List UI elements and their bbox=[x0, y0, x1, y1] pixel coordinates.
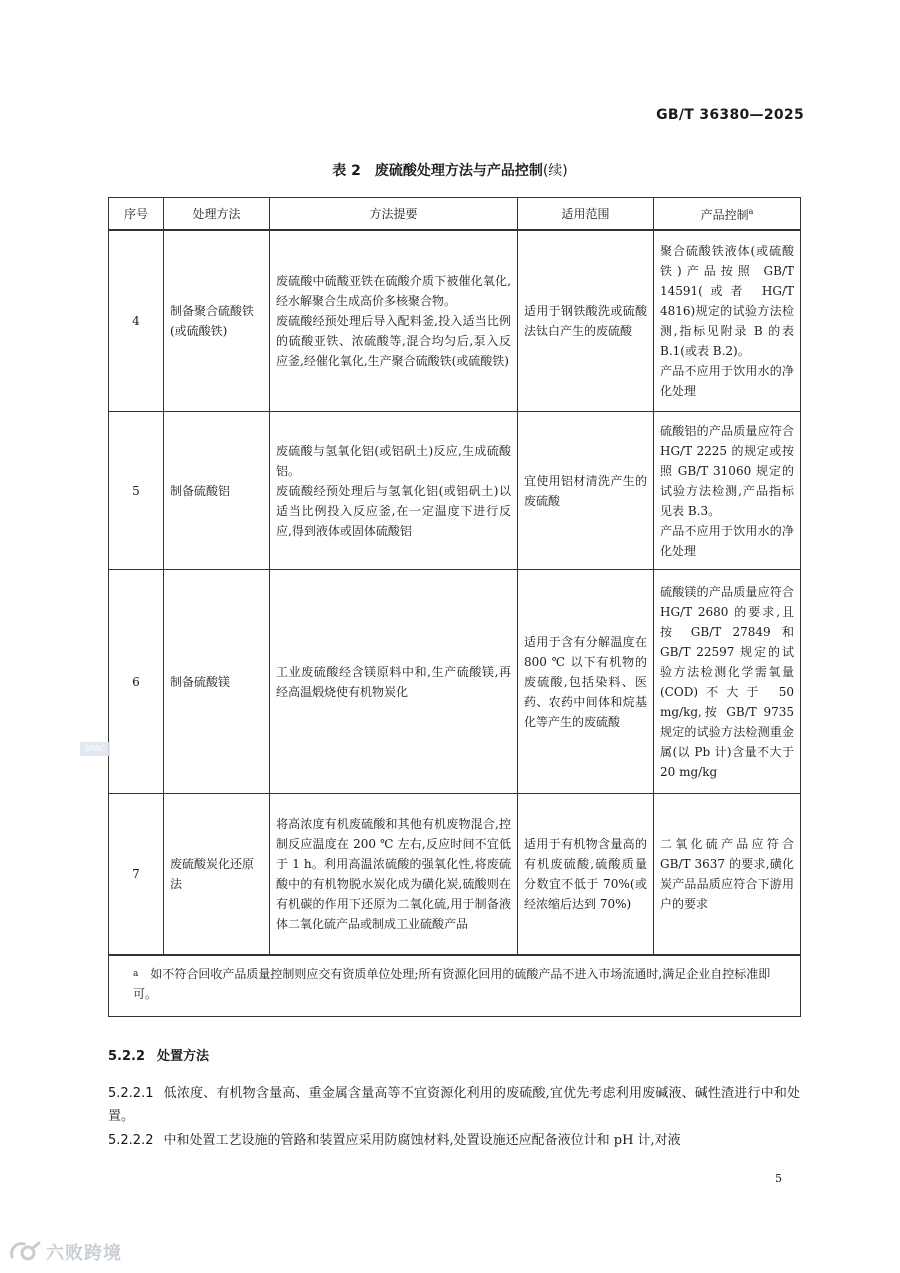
row-method: 废硫酸炭化还原法 bbox=[164, 794, 270, 956]
row-method: 制备聚合硫酸铁(或硫酸铁) bbox=[164, 230, 270, 412]
clause-text: 中和处置工艺设施的管路和装置应采用防腐蚀材料,处置设施还应配备液位计和 pH 计,对液 bbox=[163, 1133, 681, 1148]
table-footnote-row bbox=[109, 955, 801, 1017]
table-row bbox=[109, 230, 801, 412]
table-footnote bbox=[109, 955, 801, 1017]
table-title-text: 表 2 废硫酸处理方法与产品控制 bbox=[332, 163, 543, 179]
watermark-text: 六败跨境 bbox=[46, 1243, 122, 1264]
row-no: 4 bbox=[109, 230, 164, 412]
row-control: 硫酸镁的产品质量应符合 HG/T 2680 的要求,且按 GB/T 27849 和 GB/T 22597 规定的试验方法检测化学需氧量(COD)不大于 50 mg/kg,按 GB/T 9735 规定的试验方法检测重金属(以 Pb 计)含量不大于 20 mg/kg bbox=[654, 570, 801, 794]
page-number: 5 bbox=[775, 1172, 782, 1185]
row-summary: 废硫酸中硫酸亚铁在硫酸介质下被催化氧化,经水解聚合生成高价多核聚合物。 废硫酸经预处理后导入配料釜,投入适当比例的硫酸亚铁、浓硫酸等,混合均匀后,泵入反应釜,经催化氧化,生产聚合硫酸铁(或硫酸铁) bbox=[270, 230, 518, 412]
section-heading bbox=[108, 1045, 209, 1064]
side-mark: SPAC bbox=[80, 742, 110, 756]
table-title bbox=[0, 160, 900, 180]
row-no: 6 bbox=[109, 570, 164, 794]
col-header-summary: 方法提要 bbox=[270, 198, 518, 231]
col-header-scope: 适用范围 bbox=[518, 198, 654, 231]
col-header-no: 序号 bbox=[109, 198, 164, 231]
brand-logo-icon bbox=[8, 1239, 42, 1265]
row-scope: 适用于含有分解温度在 800 ℃ 以下有机物的废硫酸,包括染料、医药、农药中间体和烷基化等产生的废硫酸 bbox=[518, 570, 654, 794]
row-no: 5 bbox=[109, 412, 164, 570]
footnote-text: 如不符合回收产品质量控制则应交有资质单位处理;所有资源化回用的硫酸产品不进入市场流通时,满足企业自控标准即可。 bbox=[133, 967, 771, 1001]
section-title: 处置方法 bbox=[157, 1049, 210, 1064]
row-control: 聚合硫酸铁液体(或硫酸铁)产品按照 GB/T 14591(或者 HG/T 4816)规定的试验方法检测,指标见附录 B 的表 B.1(或表 B.2)。 产品不应用于饮用水的净化处理 bbox=[654, 230, 801, 412]
table-title-suffix: (续) bbox=[542, 163, 568, 179]
watermark bbox=[8, 1237, 122, 1267]
clause-paragraph bbox=[108, 1082, 800, 1128]
row-method: 制备硫酸铝 bbox=[164, 412, 270, 570]
row-control: 硫酸铝的产品质量应符合 HG/T 2225 的规定或按照 GB/T 31060 规定的试验方法检测,产品指标见表 B.3。 产品不应用于饮用水的净化处理 bbox=[654, 412, 801, 570]
clause-number: 5.2.2.1 bbox=[108, 1086, 154, 1101]
table-row bbox=[109, 794, 801, 956]
row-summary: 将高浓度有机废硫酸和其他有机废物混合,控制反应温度在 200 ℃ 左右,反应时间不宜低于 1 h。利用高温浓硫酸的强氧化性,将废硫酸中的有机物脱水炭化成为磺化炭,硫酸则在有机碳的作用下还原为二氧化硫,用于制备液体二氧化硫产品或制成工业硫酸产品 bbox=[270, 794, 518, 956]
row-scope: 适用于有机物含量高的有机废硫酸,硫酸质量分数宜不低于 70%(或经浓缩后达到 70%) bbox=[518, 794, 654, 956]
table-row bbox=[109, 412, 801, 570]
row-summary: 工业废硫酸经含镁原料中和,生产硫酸镁,再经高温煅烧使有机物炭化 bbox=[270, 570, 518, 794]
clause-text: 低浓度、有机物含量高、重金属含量高等不宜资源化利用的废硫酸,宜优先考虑利用废碱液、碱性渣进行中和处置。 bbox=[108, 1086, 800, 1124]
clause-paragraph bbox=[108, 1129, 800, 1152]
standard-code: GB/T 36380—2025 bbox=[656, 107, 804, 123]
row-no: 7 bbox=[109, 794, 164, 956]
col-header-method: 处理方法 bbox=[164, 198, 270, 231]
section-number: 5.2.2 bbox=[108, 1049, 146, 1064]
row-scope: 宜使用铝材清洗产生的废硫酸 bbox=[518, 412, 654, 570]
table-header-row bbox=[109, 198, 801, 231]
row-control: 二氧化硫产品应符合 GB/T 3637 的要求,磺化炭产品品质应符合下游用户的要求 bbox=[654, 794, 801, 956]
table-row bbox=[109, 570, 801, 794]
col-header-control bbox=[654, 198, 801, 231]
clause-number: 5.2.2.2 bbox=[108, 1133, 154, 1148]
row-method: 制备硫酸镁 bbox=[164, 570, 270, 794]
footnote-mark: a bbox=[133, 969, 139, 979]
col-header-control-mark: a bbox=[748, 207, 754, 216]
row-summary: 废硫酸与氢氧化铝(或铝矾土)反应,生成硫酸铝。 废硫酸经预处理后与氢氧化铝(或铝矾土)以适当比例投入反应釜,在一定温度下进行反应,得到液体或固体硫酸铝 bbox=[270, 412, 518, 570]
col-header-control-label: 产品控制 bbox=[700, 208, 749, 222]
treatment-table bbox=[108, 197, 801, 1017]
row-scope: 适用于钢铁酸洗或硫酸法钛白产生的废硫酸 bbox=[518, 230, 654, 412]
